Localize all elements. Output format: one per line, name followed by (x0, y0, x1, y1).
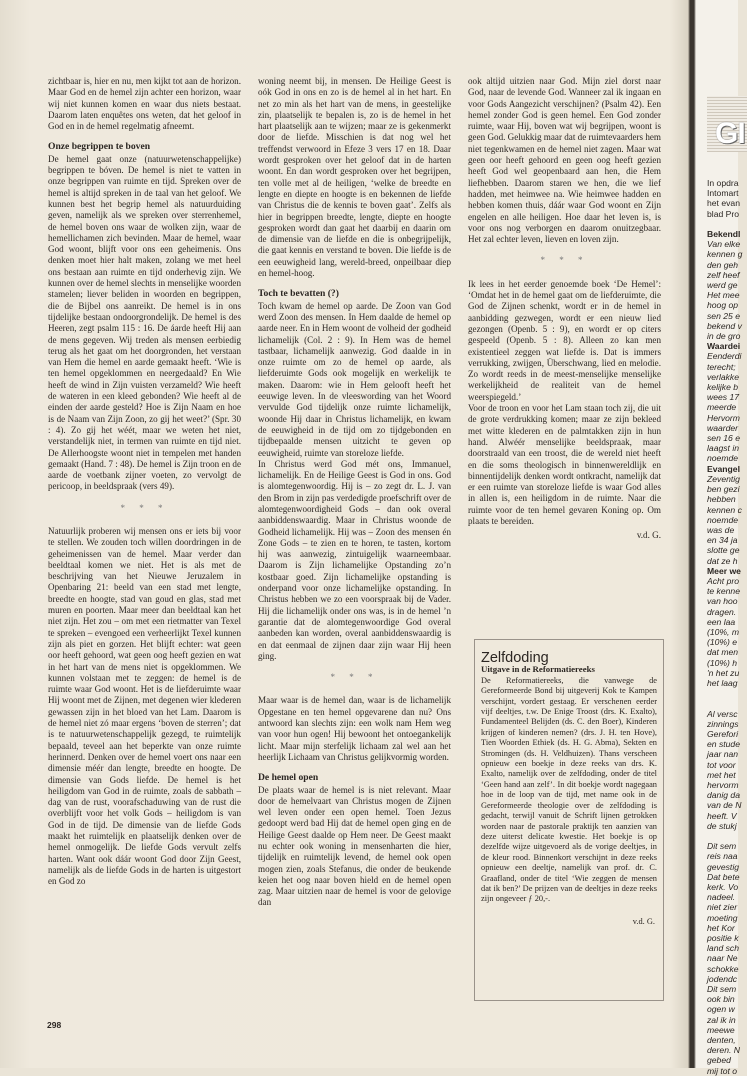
next-page-line: slotte ge (707, 545, 740, 556)
page-number: 298 (47, 1020, 62, 1030)
sidebar-subtitle: Uitgave in de Reformatiereeks (481, 664, 595, 675)
next-page-line: te kenne (707, 586, 740, 597)
next-page-line (707, 831, 747, 841)
next-page-line: het Kor (707, 922, 735, 933)
next-page-line: meewe (707, 1024, 735, 1035)
next-page-line: Gerefori (707, 728, 739, 739)
section-heading: Toch te bevatten (?) (258, 288, 339, 300)
next-page-column (707, 178, 747, 1076)
next-page-line: jodendc (707, 973, 738, 984)
next-page-line (707, 688, 747, 698)
next-page-line: (10%) h (707, 657, 738, 668)
column-1-paragraph: De hemel gaat onze (natuurwetenschappelijke) begrippen te bóven. De hemel is niet te vatten in onze begrippen van ruimte en tijd. Spreken over de hemel is altijd spreken in de taal van het geloof. We kunnen best het begrip hemel als natuurduiding geven, namelijk als we spreken over sterrenhemel, de hemel boven ons waar de wolken zijn, waar de hemellichamen zich bevinden. Maar de hemel, waar God woont, blijft voor ons een geheimenis. Ons denken moet hier halt maken, zolang we met heel ons bestaan aan ruimte en tijd onderhevig zijn. We kunnen over de hemel slechts in menselijke woorden stamelen; liever beliden in woorden en begrippen, die de Bijbel ons aanreikt. De hemel is in ons tijdelijke bestaan ondoorgrondelijk. De hemel is des Heeren, zegt psalm 115 : 16. De áarde heeft Hij aan de mens gegeven. Wij treden als mensen eerbiedig terug als het gaat om het doorgronden, het verstaan van Hem die hemel en aarde gemaakt heeft. ‘Wie is ten hemel opgeklommen en neergedaald? En Wie heeft de wind in Zijn vuisten verzameld? Wie heeft de wateren in een kleed gebonden? Wie heeft al de einden der aarde gesteld? Hoe is Zijn Naam en hoe is de Naam van Zijn Zoon, zo gij het weet?’ (Spr. 30 : 4). Zo gij het wéét, maar we weten het niet, verstandelijk niet, in termen van ruimte en tijd niet. De Allerhoogste woont niet in tempelen met handen gemaakt (Hand. 7 : 48). De hemel is Zijn troon en de aarde de voetbank zijner voeten, zo vervolgt de pericoop, in beeldspraak (vers 49). (48, 153, 241, 492)
next-page-line: van hoo (707, 596, 738, 607)
next-page-line: reis naa (707, 851, 738, 862)
next-page-line: kennen g (707, 249, 743, 260)
next-page-line: dat ze h (707, 555, 738, 566)
author-signature: v.d. G. (636, 530, 661, 541)
next-page-line: nadeel. (707, 892, 736, 903)
sidebar-content (479, 645, 659, 927)
next-page-line: het laag (707, 677, 738, 688)
column-2-paragraph: De plaats waar de hemel is is niet relevant. Maar door de hemelvaart van Christus mogen de Zijnen wel leven onder een open hemel. Toen Jezus gedoopt werd bad Hij dat de hemel open ging en de Heilige Geest daalde op Hem neer. De Geest maakt nu echter ook woning in mensenharten die hier, tijdelijk en ruimtelijk levend, de hemel ook open mogen zien, zoals Stefanus, die onder de beukende keien het oog naar boven hield en de hemel open zag. Maar uitzien naar de hemel is voor de gelovige dan (258, 784, 451, 908)
next-page-line: danig da (707, 790, 740, 801)
next-page-line: Evangel (707, 463, 740, 474)
next-page-line: werd ge (707, 280, 738, 291)
next-page-line (707, 219, 747, 229)
next-page-line: positie k (707, 933, 739, 944)
next-page-line: een laa (707, 616, 736, 627)
next-page-line: kelijke b (707, 382, 739, 393)
next-page-line: met het (707, 769, 736, 780)
column-1-paragraph: Natuurlijk proberen wij mensen ons er iets bij voor te stellen. We zouden toch willen doordringen in de geheimenissen van de hemel. Maar verder dan beeldtaal komen we niet. Het is als met de beschrijving van het Nieuwe Jeruzalem in Openbaring 21: beeld van een stad met lengte, breedte en hoogte, stad van goud en glas, stad met muren en poorten. Maar meer dan beeldtaal kan het niet zijn. Het zou – om met een rietmatter van Texel te spreken – evengoed een verheerlijkt Texel kunnen zijn als piet en gorzen. Het blijft echter: wat geen oor heeft gehoord, wat geen oog heeft gezien en wat in het hart van de mens niet is opgeklommen. We kunnen volstaan met te zeggen: de hemel is de ruimte waar God woont. Het is de liefderuimte waar Hij woont met de Zijnen, met degenen wier klederen gewassen zijn in het bloed van het Lam. Daarom is de hemel niet zó maar ergens ‘boven de sterren’; dat is te natuurwetenschappelijk gezegd, te ruimtelijk bepaald, teveel aan het beperkte van onze ruimte herinnerd. Denken over de hemel voert ons naar een dimensie méér dan lengte, breedte en hoogte. De dimensie van Gods liefde. De hemel is het heiligdom van God in de ruimte, zoals de sabbath – dag van de rust, voorafschaduwing van de rust die overblijft voor het volk Gods – heiligdom is van God in de tijd. De dimensie van de liefde Gods maakt het ruimtelijk en plaatselijk denken over de hemel onmogelijk. De liefde Gods vervult zelfs harten. Want ook dáár woont God door Zijn Geest, namelijk als de liefde Gods in de harten is uitgestort en God zo (48, 525, 241, 887)
next-page-line: de stukj (707, 820, 737, 831)
next-page-line: Dit sem (707, 984, 737, 995)
next-page-line: ben gezi (707, 484, 740, 495)
next-page-line: sen 25 e (707, 310, 740, 321)
sidebar-body: De Reformatiereeks, die vanwege de Gereformeerde Bond bij uitgeverij Kok te Kampen verschijnt, vordert gestaag. Er verschenen eerder vijf deeltjes, t.w. De Enige Troost (drs. K. Exalto), Fundamenteel Belijden (ds. C. den Boer), Kinderen krijgen of kinderen nemen? (drs. J. H. ten Hove), Tien Woorden Ethiek (ds. H. G. Abma), Sekten en Stromingen (ds. H. Veldhuizen). Thans verscheen opnieuw een boekje in deze reeks van drs. K. Exalto, namelijk over de zelfdoding, onder de titel ‘Geen hand aan zelf’. In dit boekje wordt nagegaan hoe in de loop van de tijd, met name ook in de Gereformeerde theologie over de zelfdoding is gedacht, terwijl vanuit de Schrift lijnen getrokken worden naar de pastorale praktijk ten aanzien van deze uiterst delicate kwestie. Het boekje is op dezelfde wijze uitgevoerd als de vorige deeltjes, in de kleur rood. Binnenkort verschijnt in deze reeks opnieuw een deeltje, namelijk van prof. dr. C. Graafland, onder de titel ‘Wie zeggen de mensen dat ik ben?’ De prijzen van de deeltjes in deze reeks zijn ongeveer ƒ 20,-. (481, 675, 657, 904)
column-3-paragraph: Ik lees in het eerder genoemde boek ‘De Hemel’: ‘Omdat het in de hemel gaat om de liefderuimte, die God de Zijnen schenkt, wordt er in de hemel in aanbidding gezwegen, wordt er een nieuw lied gezongen (Openb. 5 : 9), en wordt er op citers gespeeld (Openb. 5 : 8). Alleen zo kan men existentieel zeggen wat liefde is. Dat is immers verrukking, zwijgen, Überschwang, lied en melodie. Zo wordt reeds in de meest-menselijke menselijke werkelijkheid de realiteit van de hemel weerspiegeld.’ (468, 278, 661, 402)
next-page-line: hervorm (707, 779, 739, 790)
next-page-line: bekend v (707, 320, 742, 331)
next-page-line: deren. N (707, 1045, 740, 1056)
column-2-paragraph: In Christus werd God mét ons, Immanuel, lichamelijk. En de Heilige Geest is God in ons. God is alomtegenwoordig. Hij is – zo zegt dr. L. J. van den Brom in zijn pas verdedigde proefschrift over de alomtegenwoordigheid Gods – dan ook overal aanbiddenswaardig. Maar in Christus woonde de Godheid lichamelijk. Hij was – Zoon des mensen én Zone Gods – te zien en te horen, te tasten, kortom hij was aanwezig, zintuigelijk waarneembaar. Daarom is Zijn lichamelijke Opstanding zo’n kostbaar goed. Zijn lichamelijke opstanding is onderpand voor onze lichamelijke opstanding. In Christus hebben we zo een voorspraak bij de Vader. Hij die lichamelijk onder ons was, is in de hemel ’n garantie dat de alomtegenwoordige God overal aanbeden kan worden, overal aanbiddenswaardig is en dat eenmaal de zijnen daar zijn waar Hij heen ging. (258, 458, 451, 661)
next-page-line: sen 16 e (707, 433, 740, 444)
next-page-line: In opdra (707, 178, 739, 188)
next-page-line: dragen. (707, 606, 737, 617)
next-page-line: 'n het zu (707, 667, 740, 678)
next-page-line: noemde (707, 514, 739, 525)
next-page-line: land sch (707, 943, 740, 954)
next-page-line: wees 17 (707, 392, 740, 403)
next-page-line: jaar nan (707, 749, 739, 760)
next-page-line: Dit sem (707, 841, 737, 852)
next-page-line: Intomart (707, 188, 739, 199)
next-page-line: den geh (707, 259, 739, 270)
next-page-line: gebed (707, 1055, 731, 1066)
next-page-line: hoog op (707, 300, 739, 311)
next-page-line: kerk. Vo (707, 882, 739, 893)
column-1-paragraph: zichtbaar is, hier en nu, men kijkt tot aan de horizon. Maar God en de hemel zijn achter een horizon, waar wij niet kunnen komen en waar dus niets bestaat. Daarom laten enquêtes ons weten, dat het geloof in God en in de hemel regelmatig afneemt. (48, 76, 241, 132)
column-3 (468, 76, 661, 542)
next-page-line: Van elke (707, 239, 741, 250)
next-page-line: schokke (707, 963, 739, 974)
next-page-line: het evan (707, 198, 740, 209)
next-page-headline: GI (715, 117, 745, 150)
next-page-line: heeft. V (707, 810, 737, 821)
next-page-line: gevestig (707, 861, 740, 872)
next-page-line: noemde (707, 453, 739, 464)
next-page-line: mij tot o (707, 1065, 738, 1076)
next-page-line (707, 698, 747, 708)
next-page-line: terecht; (707, 361, 736, 372)
next-page-line: meerde (707, 402, 737, 413)
column-3-paragraph: ook altijd uitzien naar God. Mijn ziel dorst naar God, naar de levende God. Wanneer zal ik ingaan en voor Gods Aangezicht verschijnen? (Psalm 42). Een hemel zonder God is geen hemel. Een God zonder ruimte, waar Hij, boven wat wij begrijpen, woont is geen God. Gelukkig maar dat de ruimtevaarders hem niet tegenkwamen en de hemel niet zagen. Maar wat geen oor heeft gehoord en geen oog heeft gezien heeft God wel geopenbaard aan hen, die Hem liefhebben. Daarom staren we hen, die we lief hadden, met heimwee na. Wie heimwee hadden en hebben komen thuis, dáár waar God woont en Zijn engelen en alle heiligen. Hoe daar het leven is, is voor ons nog verborgen en daarom onuitzegbaar. Het zal echter leven, lieven en loven zijn. (468, 76, 661, 245)
next-page-line: dat men (707, 647, 739, 658)
next-page-line: Eenderdi (707, 351, 742, 362)
next-page-line: (10%) e (707, 637, 738, 648)
section-heading: De hemel open (258, 772, 319, 784)
next-page-line: Hervorm (707, 412, 740, 423)
section-divider: * * * (120, 502, 169, 513)
next-page-line: ook bin (707, 994, 735, 1005)
next-page-line: moeting (707, 912, 738, 923)
next-page-line: Al versc (707, 708, 738, 719)
next-page-line: hebben (707, 494, 736, 505)
next-page-line: Dat bete (707, 871, 740, 882)
sidebar-title: Zelfdoding (481, 650, 549, 666)
next-page-line: blad Pro (707, 208, 740, 219)
next-page-line: Meer we (707, 565, 741, 576)
next-page-line: zal ik in (707, 1014, 736, 1025)
column-2 (258, 76, 451, 909)
next-page-line: ogen w (707, 1004, 735, 1015)
next-page-line: denten, (707, 1035, 736, 1046)
next-page-line: laagst in (707, 443, 740, 454)
next-page-line: Acht pro (707, 575, 740, 586)
next-page-line: niet zier (707, 902, 738, 913)
next-page-line: en stude (707, 739, 740, 750)
column-1 (48, 76, 241, 887)
next-page-line: naar Ne (707, 953, 738, 964)
next-page-line: zelf heef (707, 269, 740, 280)
next-page-line: Bekendl (707, 229, 741, 240)
next-page-line: was de (707, 524, 735, 535)
next-page-line: Waardei (707, 341, 741, 352)
next-page-line: van de N (707, 800, 742, 811)
next-page-line: verlakke (707, 371, 739, 382)
next-page-line: tot voor (707, 759, 736, 770)
sidebar-signature: v.d. G. (632, 916, 655, 926)
next-page-line: (10%, m (707, 626, 739, 637)
column-2-paragraph: woning neemt bij, in mensen. De Heilige Geest is oók God in ons en zo is de hemel al in het hart. En net zo min als het hart van de mens, in geestelijke zin, plaatselijk te bepalen is, zo is de hemel in het hart plaatselijk aan te wijzen; maar ze is gekenmerkt door de liefde. Misschien is dat nog wel het treffendst verwoord in Efeze 3 vers 17 en 18. Daar wordt gesproken over het geloof dat in de harten woont. En dan wordt gesproken over het begrijpen, ten volle met al de heiligen, ‘welke de breedte en lengte en diepte en hoogte is en bekennen de liefde van Christus die de kennis te boven gaat’. Zelfs als hier in begrippen breedte, lengte, diepte en hoogte gesproken wordt dan gaat het daarbij en daarin om de dimensie van de liefde en die is onbegrijpelijk, die gaat kennis en verstand te boven. Die liefde is de een eeuwigheid lang, wereld-breed, onpeilbaar diep en hemel-hoog. (258, 76, 451, 279)
next-page-line: Zeventig (707, 473, 740, 484)
next-page-line: in de gro (707, 331, 741, 342)
column-2-paragraph: Maar waar is de hemel dan, waar is de lichamelijk Opgestane en ten hemel opgevarene dan nu? Ons antwoord kan slechts zijn: een wolk nam Hem weg van voor hun ogen! Hij bewoont het ontoegankelijk licht. Maar mijn sterfelijk lichaam zal wel aan het heerlijk Lichaam van Christus gelijkvormig worden. (258, 695, 451, 762)
next-page-line: waarder (707, 422, 739, 433)
section-heading: Onze begrippen te boven (48, 141, 151, 153)
column-3-paragraph: Voor de troon en voor het Lam staan toch zij, die uit de grote verdrukking komen; maar ze zijn bekleed met witte klederen en de palmtakken zijn in hun hand. Alwéér menselijke beeldspraak, maar doorstraald van een troost, die de wereld niet heeft en die soms theologisch in binnenwereldlijk en binnentijdelijk denken wordt ontkracht, namelijk dat er een ruimte van storeloze liefde is waar God alles in allen is, een heiligdom in de ruimte. Naar die ruimte voor de ten hemel gevaren Koning op. Om plaats te bereiden. (468, 403, 661, 526)
section-divider: * * * (540, 255, 589, 266)
next-page-line: kennen c (707, 504, 742, 515)
next-page-line: zinnings (707, 718, 739, 729)
column-2-paragraph: Toch kwam de hemel op aarde. De Zoon van God werd Zoon des mensen. In Hem daalde de hemel op aarde neer. En in Hem woont de volheid der godheid lichamelijk (Col. 2 : 9). In Hem was de hemel tastbaar, lichamelijk aanwezig. God daalde in in onze ruimte om zo de hemel op aarde, als liefderuimte Gods ook mogelijk en werkelijk te maken. Daarom: wie in Hem gelooft heeft het eeuwige leven. In de vleeswording van het Woord vervulde God tijdelijk onze ruimte lichamelijk, woonde Hij daar in Christus lichamelijk, en kwam de eeuwigheid in de tijd om zo tijdgebonden en tijdbepaalde mensen uitzicht te geven op eeuwigheid, ruimte van storeloze liefde. (258, 300, 451, 458)
next-page-line: en 34 ja (707, 535, 738, 546)
next-page-line: Het mee (707, 290, 740, 301)
section-divider: * * * (330, 672, 379, 683)
